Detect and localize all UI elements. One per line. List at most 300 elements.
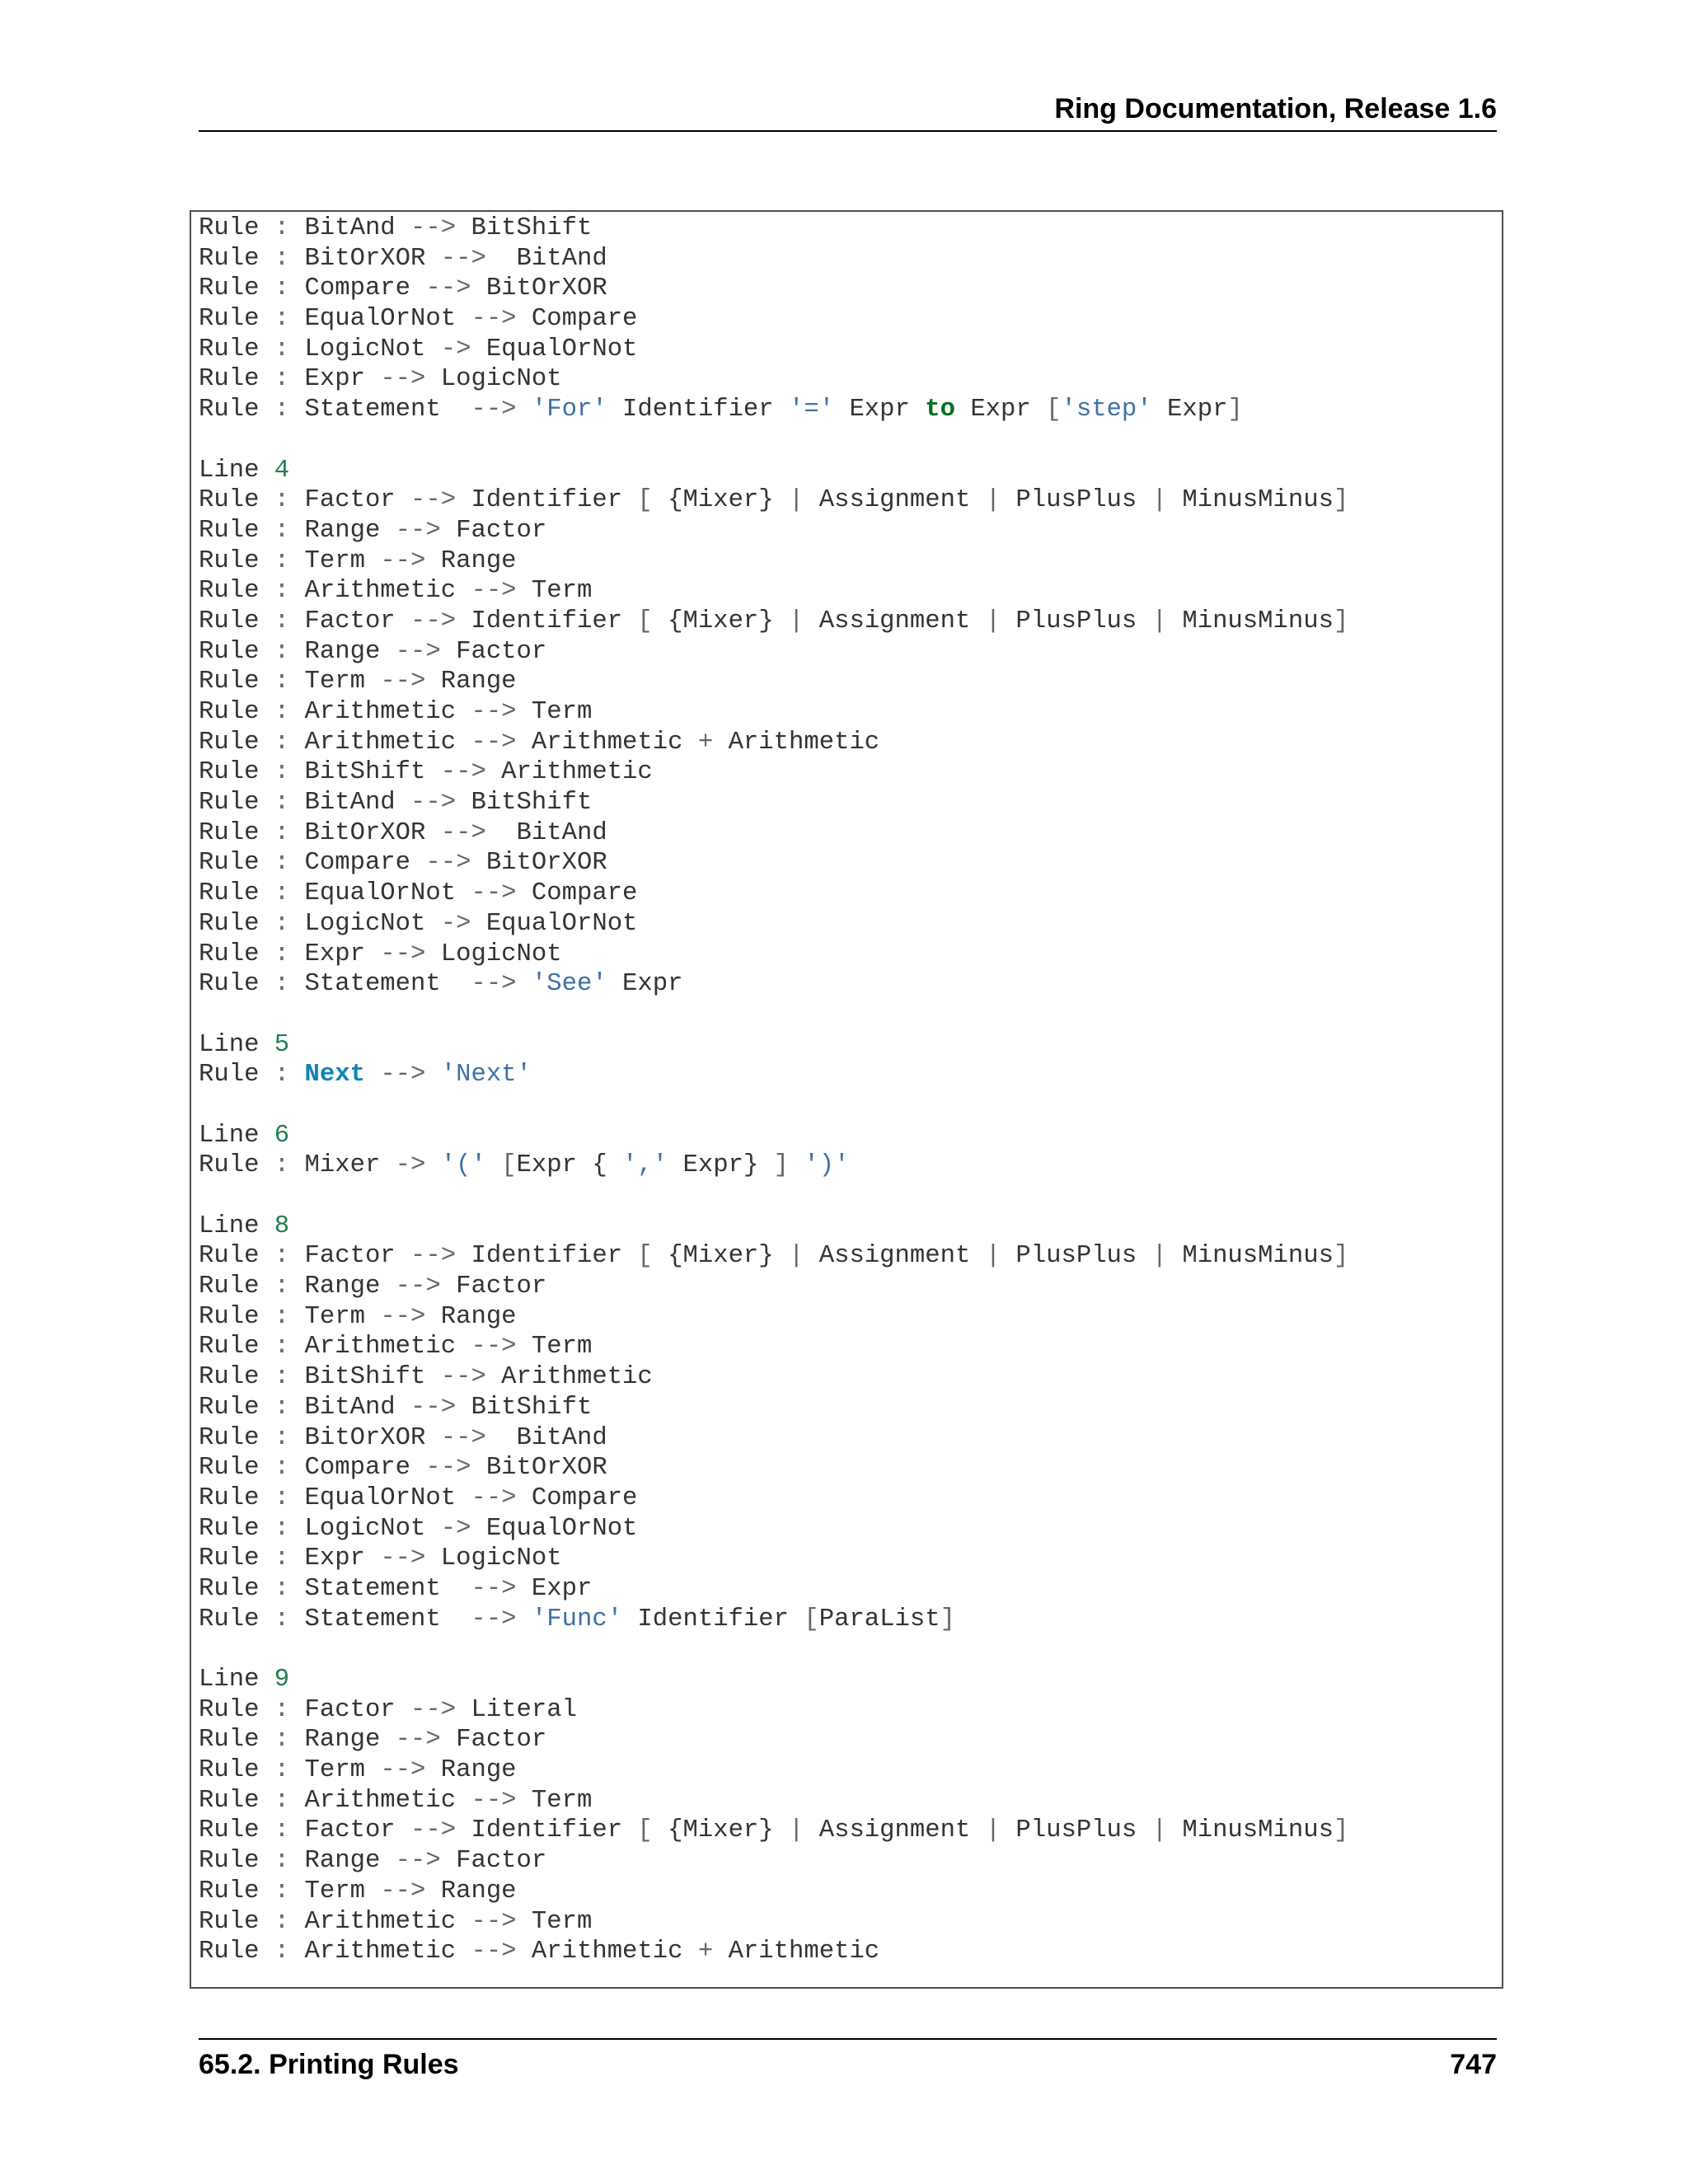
code-token: Identifier <box>456 1242 638 1271</box>
code-line <box>199 1272 1348 1302</box>
code-token: Rule <box>199 849 274 878</box>
code-token: 8 <box>274 1212 290 1240</box>
code-token: : <box>274 1454 305 1483</box>
code-token: Identifier <box>456 486 638 515</box>
code-line <box>199 728 1348 758</box>
code-token: Rule <box>199 305 274 334</box>
code-token: Compare <box>516 305 638 334</box>
code-token: --> <box>471 728 517 757</box>
code-token: : <box>274 1061 305 1090</box>
code-token: --> <box>471 1786 517 1815</box>
code-token: ] <box>1333 486 1349 515</box>
code-token: 'step' <box>1061 396 1152 424</box>
code-token: BitOrXOR <box>304 244 441 273</box>
code-line <box>199 1483 1348 1514</box>
code-blank-line <box>199 1181 1348 1212</box>
code-token: --> <box>380 940 426 968</box>
code-blank-line <box>199 1634 1348 1665</box>
code-token: Range <box>425 546 517 575</box>
code-token: : <box>274 396 305 424</box>
code-token: --> <box>410 789 457 818</box>
code-token: Range <box>304 1272 396 1301</box>
code-token: : <box>274 1363 305 1392</box>
code-token: : <box>274 879 305 908</box>
code-token: --> <box>380 365 426 394</box>
code-token: Rule <box>199 274 274 303</box>
code-token: Rule <box>199 1816 274 1845</box>
code-token: | <box>789 486 804 515</box>
code-token: Rule <box>199 879 274 908</box>
code-token: : <box>274 668 305 696</box>
code-token: -> <box>440 335 471 363</box>
code-token: 'Func' <box>531 1605 623 1633</box>
code-token: Range <box>425 1877 517 1905</box>
code-token: BitOrXOR <box>304 818 441 847</box>
code-token: : <box>274 1272 305 1301</box>
code-token: --> <box>410 1816 457 1845</box>
code-token: Factor <box>304 607 411 635</box>
code-token: Factor <box>440 637 547 666</box>
code-token: BitOrXOR <box>471 274 607 303</box>
code-line <box>199 1755 1348 1786</box>
code-token: + <box>697 1938 714 1966</box>
code-token: Statement <box>304 396 471 424</box>
code-token: Rule <box>199 909 274 938</box>
code-token: Range <box>425 1302 517 1331</box>
header-rule <box>199 130 1497 132</box>
code-token: : <box>274 1423 305 1452</box>
code-token: Statement <box>304 1605 471 1633</box>
code-blank-line <box>199 1000 1348 1030</box>
code-token: {Mixer} <box>652 1242 790 1271</box>
code-token: Rule <box>199 244 274 273</box>
code-token: Compare <box>304 1454 426 1483</box>
code-token: [ <box>1046 396 1062 424</box>
code-line <box>199 1846 1348 1877</box>
code-token: | <box>985 1242 1001 1271</box>
code-token: Rule <box>199 1786 274 1815</box>
code-token: : <box>274 486 305 515</box>
code-token: --> <box>471 396 517 424</box>
code-token: Arithmetic <box>713 1938 880 1966</box>
code-token: {Mixer} <box>652 607 790 635</box>
code-token: Rule <box>199 818 274 847</box>
code-line <box>199 1362 1348 1393</box>
code-line <box>199 879 1348 909</box>
code-token: Expr { <box>516 1151 623 1180</box>
code-token: Rule <box>199 577 274 606</box>
code-token: Expr} <box>668 1151 774 1180</box>
code-token: --> <box>395 637 441 666</box>
code-token: [ <box>637 1242 653 1271</box>
code-blank-line <box>199 1090 1348 1121</box>
code-token: MinusMinus <box>1167 1816 1334 1845</box>
code-line <box>199 607 1348 637</box>
code-token: : <box>274 607 305 635</box>
code-token: ] <box>1333 1816 1349 1845</box>
code-token: : <box>274 637 305 666</box>
code-token: Arithmetic <box>485 1363 653 1392</box>
code-token: LogicNot <box>304 1514 441 1543</box>
code-blank-line <box>199 425 1348 456</box>
code-token: LogicNot <box>425 365 562 394</box>
code-line <box>199 1121 1348 1151</box>
code-token: Rule <box>199 1544 274 1573</box>
code-token: MinusMinus <box>1167 607 1334 635</box>
code-token: --> <box>425 274 471 303</box>
code-token: Rule <box>199 546 274 575</box>
code-token: : <box>274 1695 305 1724</box>
code-token: Rule <box>199 214 274 242</box>
code-line <box>199 1393 1348 1423</box>
code-line <box>199 1605 1348 1635</box>
code-token: EqualOrNot <box>471 909 638 938</box>
code-token: [ <box>637 486 653 515</box>
code-token: Factor <box>440 1847 547 1876</box>
code-token: --> <box>395 1726 441 1755</box>
code-token: Expr <box>304 365 381 394</box>
code-token: --> <box>410 1695 457 1724</box>
code-token: | <box>789 607 804 635</box>
code-token: PlusPlus <box>1001 486 1152 515</box>
code-token: Rule <box>199 1423 274 1452</box>
code-token <box>789 1151 804 1179</box>
code-token: Term <box>304 1302 381 1331</box>
code-token: : <box>274 1544 305 1573</box>
code-token: Compare <box>304 274 426 303</box>
code-token: : <box>274 758 305 787</box>
code-token: Range <box>304 1847 396 1876</box>
code-token: --> <box>395 516 441 545</box>
code-token: Rule <box>199 1847 274 1876</box>
code-token: Identifier <box>456 607 638 635</box>
code-token: Compare <box>516 879 638 908</box>
code-token: Factor <box>304 1816 411 1845</box>
code-line <box>199 969 1348 1000</box>
code-token: Expr <box>954 396 1047 424</box>
code-token: Term <box>516 577 593 606</box>
code-token: Arithmetic <box>304 1907 471 1936</box>
code-token: BitShift <box>456 1393 593 1422</box>
code-token: BitShift <box>304 1363 441 1392</box>
code-token: --> <box>471 305 517 334</box>
code-token: Arithmetic <box>304 698 471 726</box>
code-token: : <box>274 1605 305 1633</box>
code-token: EqualOrNot <box>471 1514 638 1543</box>
code-token: --> <box>380 1061 426 1090</box>
code-token: Rule <box>199 1393 274 1422</box>
code-token: --> <box>440 758 486 787</box>
code-line <box>199 1151 1348 1181</box>
code-token: BitOrXOR <box>304 1423 441 1452</box>
code-token: : <box>274 546 305 575</box>
code-token: Arithmetic <box>485 758 653 787</box>
code-token: : <box>274 1483 305 1512</box>
code-token: Line <box>199 1030 274 1059</box>
code-token: Range <box>304 637 396 666</box>
code-token: | <box>789 1242 804 1271</box>
code-token: Term <box>304 668 381 696</box>
code-token: --> <box>440 244 486 273</box>
code-line <box>199 757 1348 788</box>
code-token: Expr <box>304 940 381 968</box>
code-token: EqualOrNot <box>304 305 471 334</box>
code-token: LogicNot <box>425 940 562 968</box>
code-token: Rule <box>199 1333 274 1361</box>
code-token <box>517 1605 532 1633</box>
code-token: 'Next' <box>440 1061 532 1090</box>
code-line <box>199 304 1348 335</box>
code-line <box>199 1937 1348 1967</box>
code-token: ] <box>773 1151 790 1180</box>
code-line <box>199 1665 1348 1695</box>
code-token: : <box>274 577 305 606</box>
code-token: --> <box>471 1333 517 1361</box>
code-token: Rule <box>199 1514 274 1543</box>
code-line <box>199 667 1348 697</box>
code-token: --> <box>471 698 517 726</box>
code-token: Term <box>304 1877 381 1905</box>
code-line <box>199 516 1348 546</box>
code-token: Term <box>516 1786 593 1815</box>
code-token: Rule <box>199 1483 274 1512</box>
code-token: Statement <box>304 1574 471 1603</box>
code-token: BitOrXOR <box>471 1454 607 1483</box>
code-token <box>486 1151 501 1179</box>
code-token: --> <box>395 1847 441 1876</box>
code-token: MinusMinus <box>1167 486 1334 515</box>
code-line <box>199 1786 1348 1816</box>
code-token: Rule <box>199 637 274 666</box>
code-token: | <box>789 1816 804 1845</box>
code-token: --> <box>425 849 471 878</box>
code-token: Rule <box>199 335 274 363</box>
code-token: : <box>274 698 305 726</box>
code-line <box>199 485 1348 516</box>
code-line <box>199 637 1348 668</box>
code-token: Range <box>304 516 396 545</box>
code-token: Rule <box>199 758 274 787</box>
code-token: : <box>274 1816 305 1845</box>
code-token: : <box>274 1333 305 1361</box>
code-token: : <box>274 728 305 757</box>
code-token: Term <box>516 1333 593 1361</box>
code-token: Rule <box>199 396 274 424</box>
code-line <box>199 697 1348 728</box>
code-token: : <box>274 305 305 334</box>
code-token: Line <box>199 1212 274 1240</box>
code-token: Arithmetic <box>304 577 471 606</box>
code-line <box>199 1877 1348 1907</box>
code-token: --> <box>471 1574 517 1603</box>
code-token: Rule <box>199 1272 274 1301</box>
code-line <box>199 1453 1348 1483</box>
code-token: 9 <box>274 1666 290 1694</box>
code-token <box>425 1061 440 1089</box>
code-token: : <box>274 1514 305 1543</box>
code-token: Rule <box>199 486 274 515</box>
code-token: Literal <box>456 1695 577 1724</box>
code-token: BitAnd <box>304 1393 411 1422</box>
code-token: Rule <box>199 516 274 545</box>
code-token: Line <box>199 1121 274 1150</box>
code-line <box>199 1302 1348 1333</box>
code-token: 6 <box>274 1121 290 1150</box>
code-token: : <box>274 516 305 545</box>
code-token: Rule <box>199 1695 274 1724</box>
code-token: to <box>925 396 955 424</box>
code-token: Range <box>425 1756 517 1785</box>
code-token: --> <box>471 577 517 606</box>
code-token: LogicNot <box>304 335 441 363</box>
code-line <box>199 335 1348 365</box>
code-token: Arithmetic <box>304 1333 471 1361</box>
code-token: Arithmetic <box>304 728 471 757</box>
code-line <box>199 576 1348 607</box>
code-token: + <box>697 728 714 757</box>
code-token: Assignment <box>804 1816 986 1845</box>
code-token: : <box>274 1726 305 1755</box>
code-token: ',' <box>622 1151 668 1180</box>
code-token: Factor <box>304 1242 411 1271</box>
code-token: --> <box>440 818 486 847</box>
code-token: Factor <box>440 1726 547 1755</box>
code-line <box>199 940 1348 970</box>
code-token: Arithmetic <box>304 1786 471 1815</box>
code-token: --> <box>380 1544 426 1573</box>
code-token: -> <box>440 909 471 938</box>
footer-section-title: 65.2. Printing Rules <box>199 2049 459 2080</box>
code-token: Rule <box>199 698 274 726</box>
code-token: | <box>1151 486 1167 515</box>
code-token: [ <box>637 607 653 635</box>
code-token: PlusPlus <box>1001 1816 1152 1845</box>
code-token: : <box>274 1393 305 1422</box>
code-token: Assignment <box>804 1242 986 1271</box>
code-line <box>199 1695 1348 1726</box>
code-token: Expr <box>834 396 926 424</box>
code-token: : <box>274 1242 305 1271</box>
code-token: --> <box>395 1272 441 1301</box>
code-token: Rule <box>199 1756 274 1785</box>
code-token: --> <box>471 879 517 908</box>
code-line <box>199 788 1348 818</box>
code-line <box>199 1816 1348 1846</box>
code-line <box>199 1725 1348 1755</box>
code-token: ] <box>940 1605 955 1633</box>
code-token: --> <box>471 1605 517 1633</box>
code-token: | <box>985 486 1001 515</box>
code-token: Line <box>199 456 274 485</box>
code-token: --> <box>380 546 426 575</box>
code-token: Term <box>516 698 593 726</box>
code-line <box>199 213 1348 244</box>
code-line <box>199 1241 1348 1272</box>
code-token: : <box>274 789 305 818</box>
code-token: Expr <box>1151 396 1228 424</box>
code-token: Rule <box>199 970 274 999</box>
code-line <box>199 1544 1348 1574</box>
code-token: --> <box>410 214 457 242</box>
code-token: Rule <box>199 1061 274 1090</box>
code-line <box>199 1423 1348 1454</box>
code-token: Range <box>425 668 517 696</box>
code-token: --> <box>471 970 517 999</box>
code-token: --> <box>410 1242 457 1271</box>
code-token: 5 <box>274 1030 290 1059</box>
code-token: Rule <box>199 1907 274 1936</box>
code-line <box>199 244 1348 274</box>
code-token: [ <box>637 1816 653 1845</box>
code-token: BitShift <box>304 758 441 787</box>
code-token: --> <box>380 1302 426 1331</box>
code-token: : <box>274 818 305 847</box>
code-token: [ <box>804 1605 819 1633</box>
code-token: ')' <box>804 1151 850 1180</box>
code-token: Rule <box>199 1302 274 1331</box>
code-token: LogicNot <box>425 1544 562 1573</box>
code-line <box>199 1907 1348 1938</box>
code-token: Line <box>199 1666 274 1694</box>
code-token: --> <box>425 1454 471 1483</box>
code-token: BitAnd <box>485 1423 607 1452</box>
code-token: Next <box>304 1061 365 1090</box>
code-token: Rule <box>199 1151 274 1180</box>
code-token: ParaList <box>818 1605 940 1633</box>
code-line <box>199 1212 1348 1242</box>
code-token: Identifier <box>607 396 790 424</box>
code-token: | <box>1151 1816 1167 1845</box>
code-token: Rule <box>199 728 274 757</box>
code-token: ] <box>1227 396 1243 424</box>
code-token: : <box>274 970 305 999</box>
code-token: --> <box>380 668 426 696</box>
code-token: Assignment <box>804 607 986 635</box>
code-line <box>199 456 1348 486</box>
code-token: --> <box>440 1363 486 1392</box>
code-token: BitShift <box>456 214 593 242</box>
code-token: Factor <box>304 1695 411 1724</box>
code-line <box>199 848 1348 879</box>
code-token: : <box>274 1756 305 1785</box>
code-token: | <box>985 607 1001 635</box>
code-token: Rule <box>199 1877 274 1905</box>
code-token: --> <box>471 1938 517 1966</box>
code-token: : <box>274 1907 305 1936</box>
code-token: Identifier <box>622 1605 804 1633</box>
code-token: : <box>274 1151 305 1180</box>
code-token: --> <box>471 1907 517 1936</box>
code-token: EqualOrNot <box>304 879 471 908</box>
code-token: --> <box>410 1393 457 1422</box>
code-token: Rule <box>199 940 274 968</box>
code-token: Arithmetic <box>713 728 880 757</box>
code-line <box>199 364 1348 395</box>
footer-rule <box>199 2038 1497 2040</box>
code-token: Assignment <box>804 486 986 515</box>
code-token: Arithmetic <box>304 1938 471 1966</box>
code-token: Factor <box>440 516 547 545</box>
code-token: | <box>1151 607 1167 635</box>
code-token <box>517 970 532 998</box>
code-token: Rule <box>199 1605 274 1633</box>
code-token: Rule <box>199 1454 274 1483</box>
running-header-title: Ring Documentation, Release 1.6 <box>1054 93 1497 124</box>
code-token: Rule <box>199 365 274 394</box>
code-token: Rule <box>199 1726 274 1755</box>
code-token: : <box>274 1574 305 1603</box>
code-token: {Mixer} <box>652 1816 790 1845</box>
